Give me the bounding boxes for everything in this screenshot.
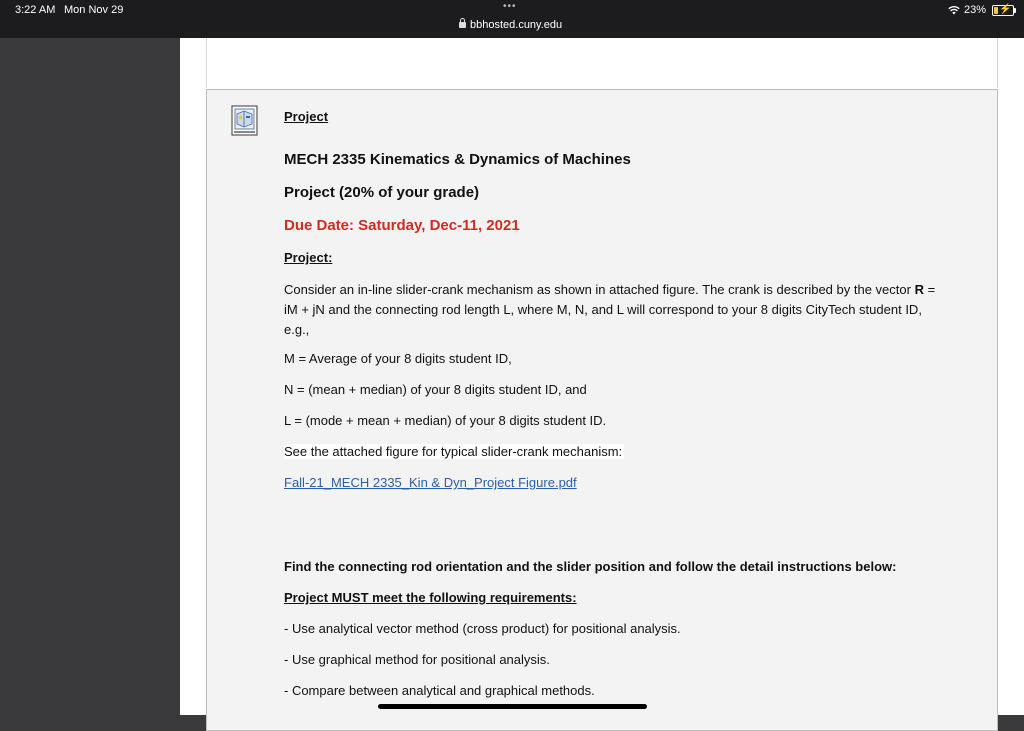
l-definition: L = (mode + mean + median) of your 8 digits student ID.: [284, 413, 607, 428]
lock-icon: [459, 22, 466, 28]
previous-item-box: [206, 38, 998, 88]
status-indicators: [948, 4, 1014, 16]
requirements-label: Project MUST meet the following requirements:: [284, 590, 577, 605]
course-title: MECH 2335 Kinematics & Dynamics of Machines: [284, 151, 631, 168]
left-panel: [0, 38, 180, 715]
description-text-a: Consider an in-line slider-crank mechanism as shown in attached figure. The crank is described by the vector: [284, 282, 915, 297]
requirement-item: - Use graphical method for positional analysis.: [284, 652, 550, 667]
requirement-item: - Compare between analytical and graphical methods.: [284, 683, 595, 698]
description-paragraph: [284, 280, 944, 340]
due-date: Due Date: Saturday, Dec-11, 2021: [284, 217, 520, 234]
wifi-icon: [948, 5, 960, 15]
document-item-icon: [231, 105, 258, 136]
battery-icon: [992, 5, 1014, 16]
m-definition: M = Average of your 8 digits student ID,: [284, 351, 512, 366]
project-label: Project:: [284, 250, 333, 265]
description-text-b: = iM + jN and the connecting rod length L, where M, N, and L will correspond to your 8 digits CityTech student ID, e.g.,: [284, 282, 936, 337]
battery-percent: 23%: [963, 4, 986, 16]
requirement-item: - Use analytical vector method (cross product) for positional analysis.: [284, 621, 681, 636]
home-indicator[interactable]: [378, 704, 647, 709]
address-bar[interactable]: [459, 19, 562, 31]
content-item: [206, 89, 998, 731]
grade-line: Project (20% of your grade): [284, 184, 480, 201]
item-title-link[interactable]: Project: [284, 109, 329, 124]
charging-bolt-icon: ⚡: [999, 3, 1012, 15]
status-date: Mon Nov 29: [64, 4, 124, 16]
url-text: bbhosted.cuny.edu: [470, 19, 563, 31]
instructions-heading: Find the connecting rod orientation and the slider position and follow the detail instructions below:: [284, 559, 897, 574]
see-figure-line: See the attached figure for typical slider-crank mechanism:: [284, 444, 623, 459]
battery-fill: [994, 7, 998, 14]
attachment-link[interactable]: Fall-21_MECH 2335_Kin & Dyn_Project Figure.pdf: [284, 475, 577, 490]
browser-menu-dots[interactable]: •••: [503, 1, 517, 12]
n-definition: N = (mean + median) of your 8 digits student ID, and: [284, 382, 587, 397]
status-bar: [0, 0, 1024, 38]
vector-symbol: R: [914, 282, 924, 297]
status-time: 3:22 AM: [15, 4, 56, 16]
